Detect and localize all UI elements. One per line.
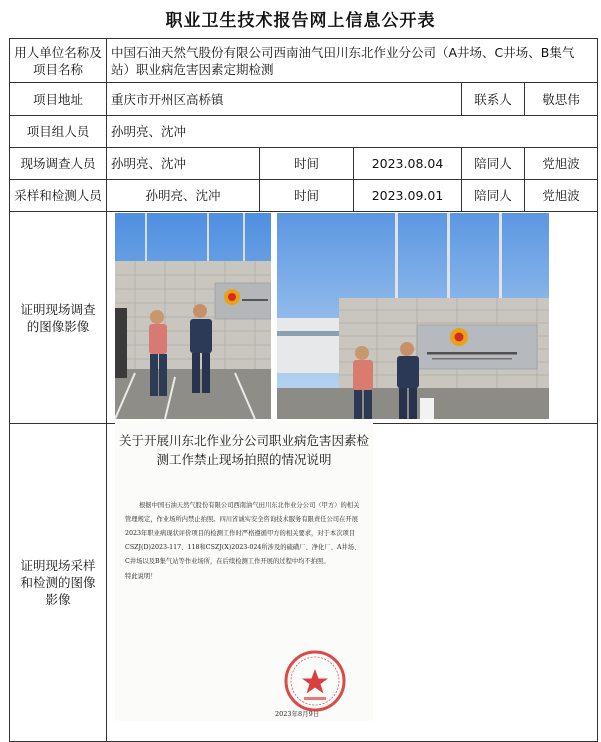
employer-label: 用人单位名称及项目名称 xyxy=(10,39,107,83)
address-value: 重庆市开州区高桥镇 xyxy=(107,83,462,116)
sampling-value: 孙明亮、沈冲 xyxy=(107,180,260,212)
survey-time-label: 时间 xyxy=(260,148,354,180)
survey-photo-2 xyxy=(277,213,549,419)
page-title: 职业卫生技术报告网上信息公开表 xyxy=(165,11,436,31)
survey-photo-1 xyxy=(115,213,271,419)
sampling-companion-label: 陪同人 xyxy=(462,180,525,212)
statement-date: 2023年8月9日 xyxy=(275,710,320,718)
survey-companion-label: 陪同人 xyxy=(462,148,525,180)
survey-value: 孙明亮、沈冲 xyxy=(107,148,260,180)
company-seal-icon xyxy=(283,649,347,713)
sampling-time-label: 时间 xyxy=(260,180,354,212)
contact-label: 联系人 xyxy=(462,83,525,116)
no-photo-statement xyxy=(115,421,373,721)
team-value: 孙明亮、沈冲 xyxy=(107,116,598,148)
employer-value: 中国石油天然气股份有限公司西南油气田川东北作业分公司（A井场、C井场、B集气站）职业病危害因素定期检测 xyxy=(107,39,598,83)
photo-sampling-label: 证明现场采样和检测的图像影像 xyxy=(10,424,107,742)
address-label: 项目地址 xyxy=(10,83,107,116)
contact-value: 敬思伟 xyxy=(525,83,598,116)
survey-companion-value: 党旭波 xyxy=(525,148,598,180)
photo-survey-label: 证明现场调查的图像影像 xyxy=(10,212,107,424)
sampling-companion-value: 党旭波 xyxy=(525,180,598,212)
survey-label: 现场调查人员 xyxy=(10,148,107,180)
sampling-time-value: 2023.09.01 xyxy=(354,180,462,212)
statement-body: 根据中国石油天然气股份有限公司西南油气田川东北作业分公司（甲方）的相关管理规定，作业场所内禁止拍照。四川省诚实安全咨询技术服务有限责任公司在开展2023年职业病现状评价项目的检测工作时严格遵循甲方的相关要求，对于本次项目CSZJ(D)2023-117、118和CSZJ(X)2023-024所涉及的硫磺厂、净化厂、A井场、C井场以及B集气站等作业场所，在后续检测工作开展的过程中均不拍照。 xyxy=(125,502,361,565)
statement-closing: 特此说明！ xyxy=(125,573,157,580)
survey-time-value: 2023.08.04 xyxy=(354,148,462,180)
sampling-label: 采样和检测人员 xyxy=(10,180,107,212)
team-label: 项目组人员 xyxy=(10,116,107,148)
statement-title: 关于开展川东北作业分公司职业病危害因素检测工作禁止现场拍照的情况说明 xyxy=(118,433,369,467)
